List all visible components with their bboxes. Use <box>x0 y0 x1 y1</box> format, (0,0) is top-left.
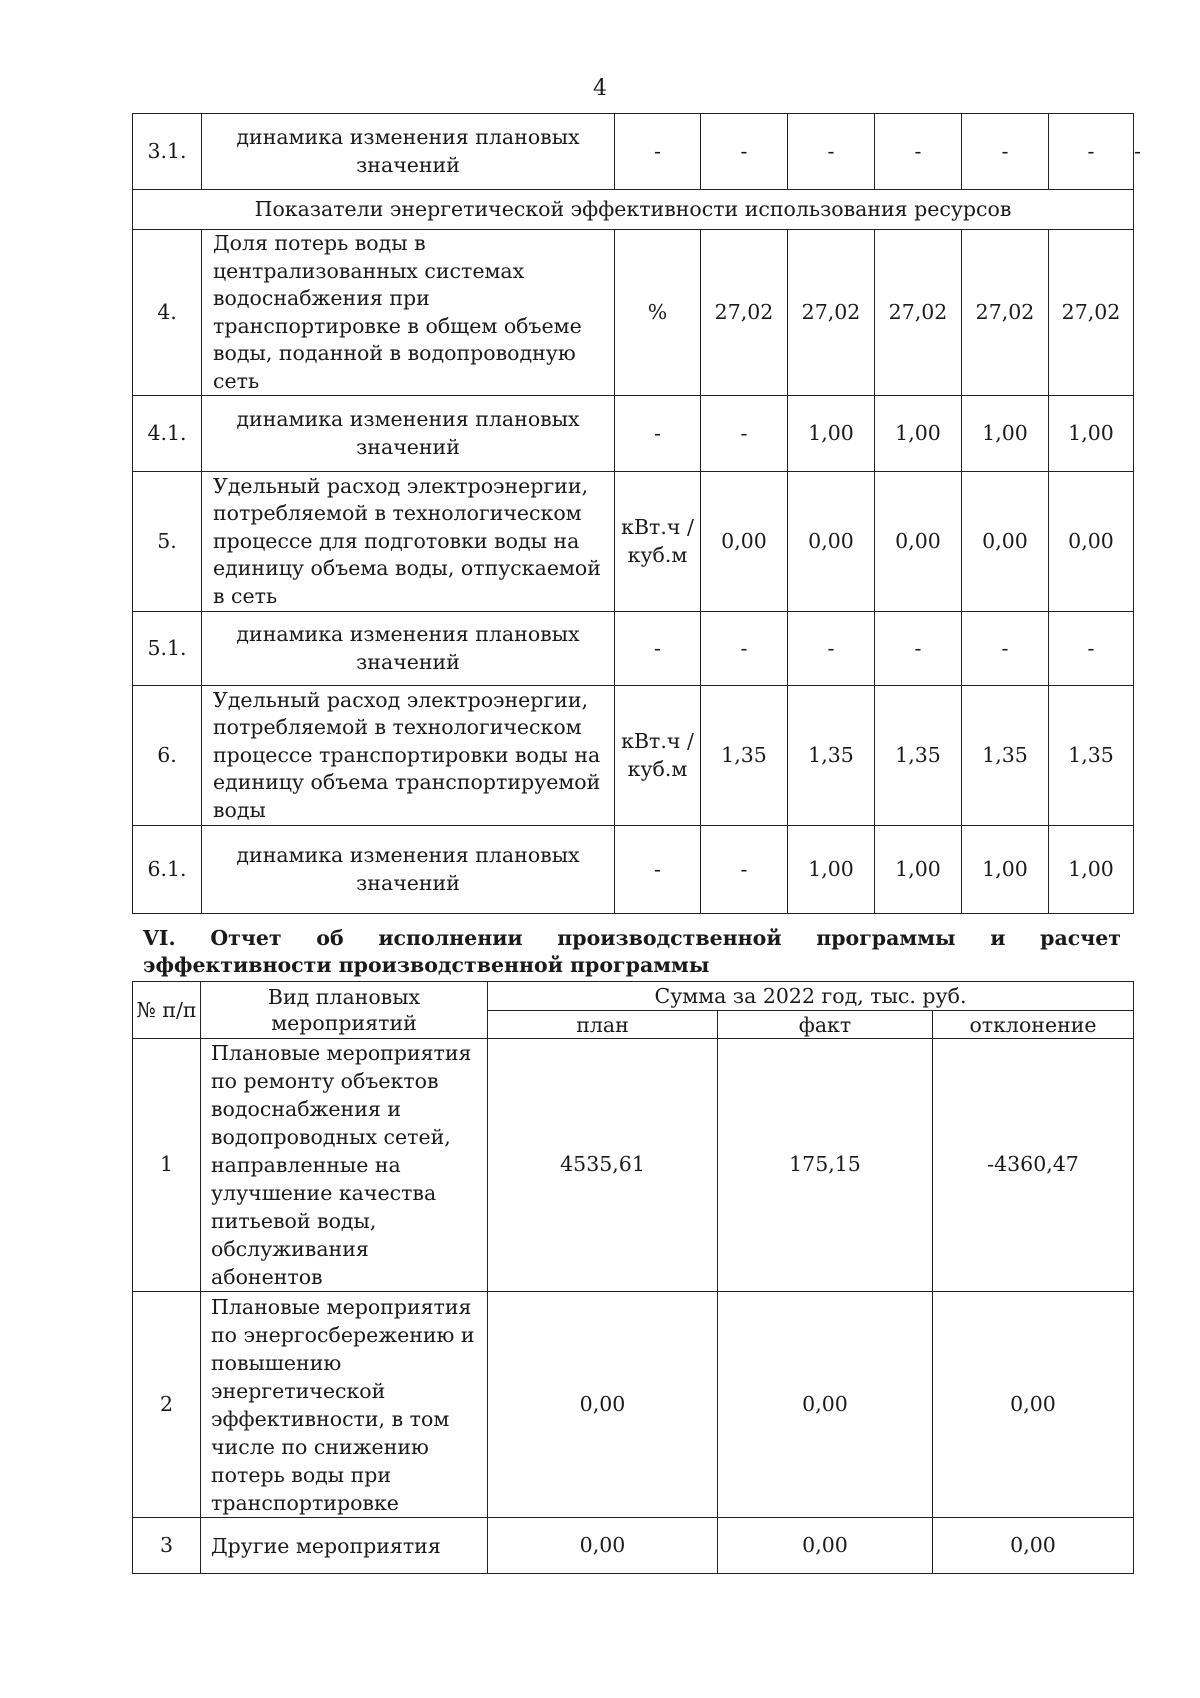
section-row <box>133 190 1134 230</box>
deviation-value: -4360,47 <box>933 1039 1134 1292</box>
unit-cell: - <box>615 114 701 190</box>
value-cell: 0,00 <box>1049 472 1134 612</box>
value-cell: 1,00 <box>875 826 962 914</box>
row-number: 5. <box>133 472 202 612</box>
section-heading: VI. Отчет об исполнении производственной программы и расчет эффективности производственной программы <box>143 926 1121 977</box>
value-cell: - <box>962 114 1049 190</box>
value-cell: - <box>875 114 962 190</box>
activity-description: Другие мероприятия <box>201 1518 488 1574</box>
table-row <box>133 1039 1134 1292</box>
value-cell: 1,00 <box>788 396 875 472</box>
table-row <box>133 686 1134 826</box>
row-number: 6. <box>133 686 202 826</box>
indicator-description: динамика изменения плановых значений <box>202 826 615 914</box>
indicators-table <box>132 113 1141 914</box>
deviation-value: 0,00 <box>933 1292 1134 1518</box>
activity-description: Плановые мероприятия по ремонту объектов водоснабжения и водопроводных сетей, направленные на улучшение качества питьевой воды, обслуживания абонентов <box>201 1039 488 1292</box>
value-cell: - <box>875 612 962 686</box>
table-row <box>133 1518 1134 1574</box>
indicator-description: динамика изменения плановых значений <box>202 114 615 190</box>
value-cell: 27,02 <box>701 230 788 396</box>
value-cell: - <box>701 826 788 914</box>
value-cell: 1,35 <box>962 686 1049 826</box>
indicator-description: Удельный расход электроэнергии, потребляемой в технологическом процессе транспортировки воды на единицу объема транспортируемой воды <box>202 686 615 826</box>
indicator-description: динамика изменения плановых значений <box>202 612 615 686</box>
table-row <box>133 472 1134 612</box>
table-row <box>133 230 1134 396</box>
row-number: 5.1. <box>133 612 202 686</box>
row-number: 1 <box>133 1039 201 1292</box>
indicator-description: динамика изменения плановых значений <box>202 396 615 472</box>
value-cell: 1,00 <box>962 826 1049 914</box>
indicator-description: Удельный расход электроэнергии, потребляемой в технологическом процессе для подготовки воды на единицу объема воды, отпускаемой в сеть <box>202 472 615 612</box>
column-header-deviation: отклонение <box>933 1011 1134 1039</box>
unit-cell: % <box>615 230 701 396</box>
value-cell: 0,00 <box>701 472 788 612</box>
value-cell: 1,35 <box>788 686 875 826</box>
value-cell: 0,00 <box>788 472 875 612</box>
table-row <box>133 396 1134 472</box>
value-cell: 1,35 <box>701 686 788 826</box>
value-cell: - <box>1049 612 1134 686</box>
plan-value: 4535,61 <box>488 1039 718 1292</box>
value-cell: - <box>788 114 875 190</box>
row-number: 4.1. <box>133 396 202 472</box>
fact-value: 175,15 <box>718 1039 933 1292</box>
activity-description: Плановые мероприятия по энергосбережению и повышению энергетической эффективности, в том числе по снижению потерь воды при транспортировке <box>201 1292 488 1518</box>
row-number: 4. <box>133 230 202 396</box>
value-cell: - <box>701 114 788 190</box>
value-cell: - <box>962 612 1049 686</box>
plan-value: 0,00 <box>488 1518 718 1574</box>
value-cell: 27,02 <box>1049 230 1134 396</box>
deviation-value: 0,00 <box>933 1518 1134 1574</box>
row-number: 3.1. <box>133 114 202 190</box>
unit-cell: - <box>615 396 701 472</box>
fact-value: 0,00 <box>718 1292 933 1518</box>
unit-cell: кВт.ч / куб.м <box>615 686 701 826</box>
header-row <box>133 982 1134 1011</box>
column-group-header-sum: Сумма за 2022 год, тыс. руб. <box>488 982 1134 1011</box>
value-cell: 27,02 <box>875 230 962 396</box>
value-cell: 1,35 <box>875 686 962 826</box>
column-header-plan: план <box>488 1011 718 1039</box>
value-cell: 1,00 <box>875 396 962 472</box>
value-cell: 1,00 <box>1049 396 1134 472</box>
program-report-table <box>132 981 1134 1574</box>
value-cell: - <box>788 612 875 686</box>
column-header-number: № п/п <box>133 982 201 1039</box>
value-cell: 0,00 <box>962 472 1049 612</box>
unit-cell: - <box>615 612 701 686</box>
table-row <box>133 1292 1134 1518</box>
value-cell: - <box>701 612 788 686</box>
value-cell: 1,00 <box>1049 826 1134 914</box>
fact-value: 0,00 <box>718 1518 933 1574</box>
table-row: 3.1. динамика изменения плановых значений - - - - - - - <box>133 114 1134 190</box>
value-cell: - <box>1049 114 1134 190</box>
table-row <box>133 612 1134 686</box>
unit-cell: - <box>615 826 701 914</box>
value-cell: 0,00 <box>875 472 962 612</box>
value-cell: - <box>701 396 788 472</box>
column-header-fact: факт <box>718 1011 933 1039</box>
indicator-description: Доля потерь воды в централизованных системах водоснабжения при транспортировке в общем объеме воды, поданной в водопроводную сеть <box>202 230 615 396</box>
row-number: 2 <box>133 1292 201 1518</box>
row-number: 3 <box>133 1518 201 1574</box>
page-number: 4 <box>593 76 607 101</box>
value-cell: 27,02 <box>788 230 875 396</box>
value-cell: 27,02 <box>962 230 1049 396</box>
row-number: 6.1. <box>133 826 202 914</box>
value-cell: 1,00 <box>788 826 875 914</box>
unit-cell: кВт.ч / куб.м <box>615 472 701 612</box>
value-cell: 1,00 <box>962 396 1049 472</box>
table-row <box>133 826 1134 914</box>
value-cell: 1,35 <box>1049 686 1134 826</box>
section-title: Показатели энергетической эффективности использования ресурсов <box>133 190 1134 230</box>
column-header-activity: Вид плановых мероприятий <box>201 982 488 1039</box>
plan-value: 0,00 <box>488 1292 718 1518</box>
